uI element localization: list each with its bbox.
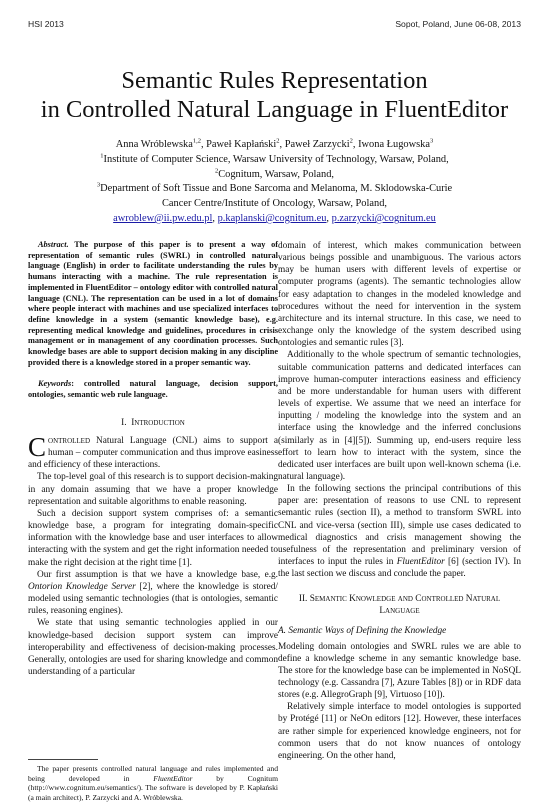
running-header-right: Sopot, Poland, June 06-08, 2013: [395, 19, 521, 29]
author-list: [0, 138, 549, 153]
section-number: I.: [121, 417, 127, 428]
affiliation-sup: 2: [214, 167, 219, 175]
right-paragraph-2: Additionally to the whole spectrum of semantic technologies, suitable communication patterns and dedicated interfaces can improve human-computer interactions easiness and efficiency and be more understandable for human users with different levels of expertise. We assume that we need an interface for inputting / modeling the knowledge into the system and an interface using the knowledge and the inferred conclusions (similarly as in [4][5]). Summing up, end-users require less effort to learn how to interact with the system, since the dedicated user interfaces are built upon well-known schema (i.e. natural language).: [278, 350, 521, 482]
title-line-2: in Controlled Natural Language in FluentEditor: [40, 96, 509, 123]
affiliation-2: [0, 168, 549, 183]
paragraph-text: Our first assumption is that we have a knowledge base, e.g.: [37, 569, 278, 580]
affiliation-sup: 3: [96, 181, 101, 189]
author-name: Paweł Zarzycki: [284, 139, 350, 150]
right-column: [278, 240, 521, 762]
paragraph-text: [6] (section IV). In the last section we discuss and conclude the paper.: [278, 557, 521, 580]
author-block: [0, 138, 549, 227]
footnote: [28, 764, 278, 802]
running-header-left: HSI 2013: [28, 19, 64, 29]
intro-text: Natural Language (CNL) aims to support a human – computer communication and thus improve easiness and efficiency of these interactions.: [28, 436, 278, 471]
section-title: Semantic Knowledge and Controlled Natural: [309, 594, 501, 605]
drop-cap: C: [28, 432, 47, 462]
section-number: II.: [298, 594, 308, 605]
section-heading-introduction: [28, 417, 278, 429]
paper-title: [0, 66, 549, 124]
author-sup: 2: [349, 137, 353, 145]
title-line-1: Semantic Rules Representation: [121, 67, 428, 94]
abstract-lead: Abstract.: [38, 240, 69, 249]
affiliation-text: Department of Soft Tissue and Bone Sarcoma and Melanoma, M. Sklodowska-Curie: [100, 183, 453, 195]
footnote-divider: [28, 759, 98, 760]
author-name: Iwona Ługowska: [358, 139, 430, 150]
affiliation-3: [0, 182, 549, 197]
author-name: Paweł Kapłański: [206, 139, 277, 150]
affiliation-sup: 1: [100, 152, 104, 160]
keywords-text: : controlled natural language, decision support, ontologies, semantic web rule language.: [28, 379, 278, 400]
email-link[interactable]: p.kaplanski@cognitum.eu: [217, 212, 327, 224]
intro-paragraph-1: [28, 432, 278, 471]
abstract: [28, 240, 278, 368]
author-sup: 1,2: [192, 137, 201, 145]
paragraph-italic: Ontorion Knowledge Server: [28, 581, 136, 592]
email-link[interactable]: p.zarzycki@cognitum.eu: [331, 212, 436, 224]
author-sep: ,: [352, 139, 359, 150]
keywords: [28, 379, 278, 400]
intro-paragraph-2: The top-level goal of this research is to support decision-making in any domain assuming that we have a proper knowledge representation and suitable algorithms to enable reasoning.: [28, 472, 278, 507]
paragraph-text: In the following sections the principal contributions of this paper are: presentation of reasons to use CNL to represent semantic rules (section II), a method to transform SWRL into CNL and vice-versa (section III), simple use cases dedicated to medical diagnostics and crisis management showing the usefulness of the representation and preliminary version of interfaces to input the rules in: [278, 484, 521, 568]
email-list: awroblew@ii.pw.edu.pl, p.kaplanski@cognitum.eu, p.zarzycki@cognitum.eu: [113, 212, 436, 224]
footnote-italic: FluentEditor: [153, 773, 193, 783]
subsection-heading-a: A. Semantic Ways of Defining the Knowledge: [278, 626, 447, 637]
author-sep: ,: [279, 139, 285, 150]
author-sup: 2: [276, 137, 280, 145]
left-column: [28, 240, 278, 678]
affiliation-3-cont: Cancer Centre/Institute of Oncology, Warsaw, Poland,: [161, 198, 387, 210]
email-link[interactable]: awroblew@ii.pw.edu.pl: [113, 212, 213, 224]
right-paragraph-1: domain of interest, which makes communication between various beings possible and unambiguous. The various actors may be human users with different levels of expertise or computer programs (agents). The semantic technologies allow for easy adaptation to changes in the modeled knowledge and procedures without the need for intervention in the system architecture and its internal structure. In this case, we need to exchange only the knowledge of the system described using ontologies and semantic rules [3].: [278, 241, 521, 349]
affiliation-text: Institute of Computer Science, Warsaw University of Technology, Warsaw, Poland,: [103, 153, 449, 165]
intro-smallcaps: ontrolled: [48, 436, 91, 446]
right-paragraph-5: Relatively simple interface to model ontologies is supported by Protégé [11] or NeOn editors [12]. However, these interfaces are rather simple for experienced knowledge engineers, not for common users that do not know nuances of ontology engineering. On the other hand,: [278, 702, 521, 761]
section-title-cont: Language: [379, 606, 420, 617]
section-heading-2: [278, 593, 521, 617]
footnote-text: The paper presents controlled natural language and rules implemented and being developed in: [28, 764, 278, 783]
footnote-text: by Cognitum (http://www.cognitum.eu/semantics/). The software is developed by P. Kapłański (a main architect), P. Zarzycki and A. Wróblewska.: [28, 773, 278, 802]
intro-paragraph-4: [28, 569, 278, 618]
author-sep: ,: [200, 139, 207, 150]
keywords-lead: Keywords: [38, 379, 72, 389]
intro-paragraph-3: Such a decision support system comprises of: a semantic knowledge base, a program for integrating domain-specific information with the knowledge base and user interfaces to allow interacting with the system and get the right information needed to make the right decision at the right time [1].: [28, 508, 278, 568]
right-paragraph-4: Modeling domain ontologies and SWRL rules we are able to define a knowledge scheme in any semantic knowledge base. The store for the knowledge base can be implemented in NoSQL technology (e.g. Cassandra [7], Azure Tables [8]) or in RDF data stores (e.g. AllegroGraph [9], Virtuoso [10]).: [278, 641, 521, 701]
affiliation-1: [0, 153, 549, 168]
right-paragraph-3: [278, 483, 521, 580]
paragraph-text: [2], where the knowledge is stored/ modeled using semantic technologies (that is ontologies, semantic rules, reasoning engines).: [28, 581, 278, 617]
intro-paragraph-5: We state that using semantic technologies applied in our knowledge-based decision support system can improve interoperability and effectiveness of decision-making processes. Generally, ontologies are used for sharing knowledge and common understanding of a particular: [28, 618, 278, 677]
abstract-text: The purpose of this paper is to present a way of representation of semantic rules (SWRL) in controlled natural language (English) in order to facilitate understanding the rules by humans interacting with a machine. The rule representation is implemented in FluentEditor – ontology editor with controlled natural language (CNL). The representation can be used in a lot of domains where people interact with machines and use specialized interfaces to define knowledge in a system (semantic knowledge base), e.g. representing medical knowledge and guidelines, procedures in crisis management or in management of any coordination processes. Such knowledge bases are able to support decision making in any discipline provided there is a knowledge stored in a proper semantic way.: [28, 240, 278, 367]
affiliation-text: Cognitum, Warsaw, Poland,: [218, 168, 334, 180]
author-name: Anna Wróblewska: [115, 139, 193, 150]
section-title: Introduction: [131, 417, 185, 428]
paragraph-italic: FluentEditor: [396, 557, 445, 568]
author-sup: 3: [429, 137, 434, 145]
